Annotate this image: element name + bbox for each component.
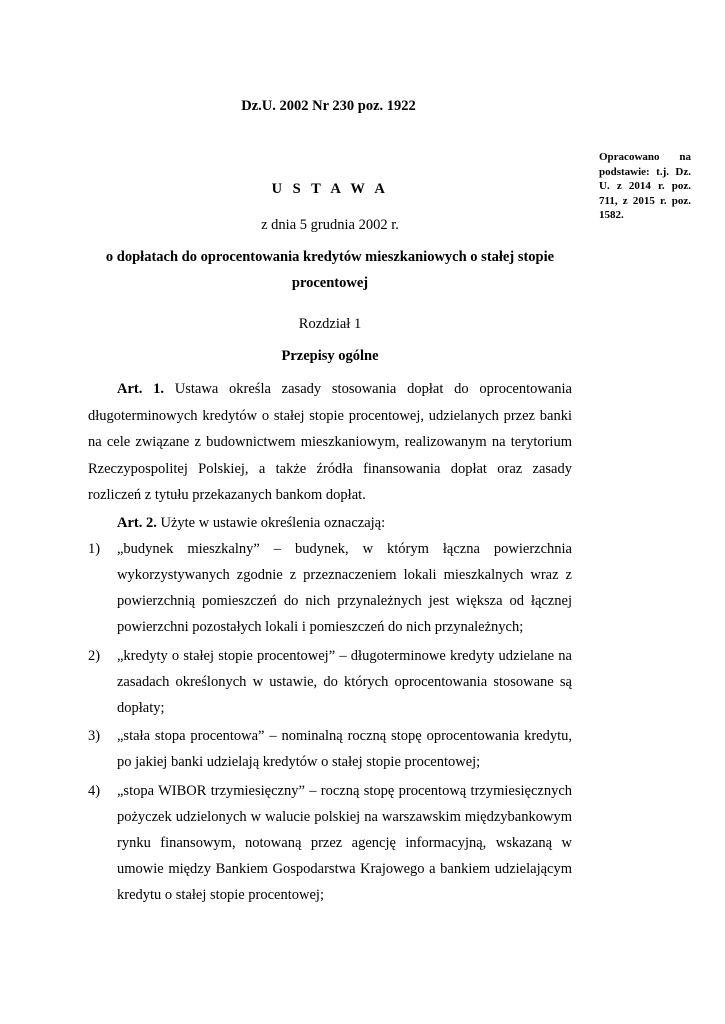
article-2 <box>88 510 572 537</box>
consolidation-note: Opracowano na podstawie: t.j. Dz. U. z 2014 r. poz. 711, z 2015 r. poz. 1582. <box>599 151 691 221</box>
list-item-number: 1) <box>88 541 101 557</box>
chapter-title: Przepisy ogólne <box>281 348 379 364</box>
list-item-text: „stała stopa procentowa” – nominalną roczną stopę oprocentowania kredytu, po jakiej banki udzielają kredytów o stałej stopie procentowej; <box>117 728 572 770</box>
journal-reference: Dz.U. 2002 Nr 230 poz. 1922 <box>241 98 416 114</box>
list-item-number: 2) <box>88 647 101 664</box>
list-item-number: 3) <box>88 728 101 744</box>
article-text: Ustawa określa zasady stosowania dopłat do oprocentowania długoterminowych kredytów o stałej stopie procentowej, udzielanych przez banki na cele związane z budownictwem mieszkaniowym, realizowanym na terytorium Rzeczypospolitej Polskiej, a także źródła finansowania dopłat oraz zasady rozliczeń z tytułu przekazanych bankom dopłat. <box>88 381 572 503</box>
chapter-number: Rozdział 1 <box>298 316 362 332</box>
list-item <box>88 723 572 775</box>
list-item-text: „stopa WIBOR trzymiesięczny” – roczną stopę procentową trzymiesięcznych pożyczek udzielonych w walucie polskiej na warszawskim międzybankowym rynku finansowym, notowaną przez agencję informacyjną, wskazaną w umowie między Bankiem Gospodarstwa Krajowego a bankiem udzielającym kredytu o stałej stopie procentowej; <box>117 782 572 903</box>
list-item <box>88 778 572 908</box>
list-item <box>88 643 572 721</box>
definitions-list <box>88 536 572 910</box>
article-label: Art. 2. <box>117 515 157 531</box>
act-date: z dnia 5 grudnia 2002 r. <box>261 217 399 233</box>
list-item-number: 4) <box>88 782 101 799</box>
article-text: Użyte w ustawie określenia oznaczają: <box>156 515 386 531</box>
list-item <box>88 536 572 640</box>
act-title: o dopłatach do oprocentowania kredytów mieszkaniowych o stałej stopie procentowej <box>105 249 555 291</box>
list-item-text: „kredyty o stałej stopie procentowej” – długoterminowe kredyty udzielane na zasadach określonych w ustawie, do których oprocentowania stosowane są dopłaty; <box>117 647 572 716</box>
list-item-text: „budynek mieszkalny” – budynek, w którym łączna powierzchnia wykorzystywanych zgodnie z przeznaczeniem lokali mieszkalnych wraz z powierzchnią pomieszczeń do nich przynależnych jest większa od łącznej powierzchni pozostałych lokali i pomieszczeń do nich przynależnych; <box>117 541 572 635</box>
act-type-heading: U S T A W A <box>271 181 389 197</box>
article-label: Art. 1. <box>117 381 165 397</box>
article-1 <box>88 376 572 509</box>
